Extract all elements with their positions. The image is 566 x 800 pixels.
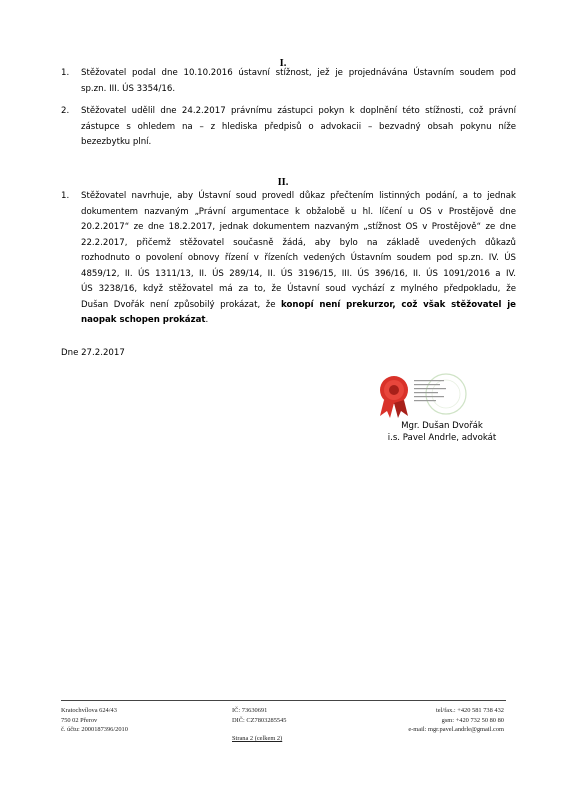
paragraph-line: 4859/12, II. ÚS 1311/13, II. ÚS 289/14, II. ÚS 3196/15, III. ÚS 396/16, II. ÚS 1091/2016 a IV.: [81, 268, 516, 279]
paragraph-line: Stěžovatel udělil dne 24.2.2017 právnímu zástupci pokyn k doplnění této stížnosti, což právní: [81, 106, 516, 116]
stamp-seal-image: [372, 370, 472, 410]
item-number: 1.: [61, 68, 70, 78]
footer-account: č. účtu: 2000187396/2010: [61, 726, 128, 733]
paragraph-line: rozhodnuto o povolení obnovy řízení v řízeních vedených Ústavním soudem pod sp.zn. IV. ÚS: [81, 253, 516, 263]
paragraph-line: 20.2.2017“ ze dne 18.2.2017, jednak dokumentem nazvaným „stížnost OS v Prostějově“ ze dne: [81, 222, 516, 232]
bold-phrase: naopak schopen prokázat: [81, 315, 206, 325]
line-text: Dušan Dvořák není způsobilý prokázat, že: [81, 299, 276, 310]
paragraph-line-mixed: [81, 298, 516, 314]
paragraph-line: zástupce s ohledem na – z hlediska předpisů o advokacii – bezvadný obsah pokynu níže: [81, 121, 516, 132]
page-number: Strana 2 (celkem 2): [232, 735, 283, 742]
footer-gsm: gsm: +420 732 50 80 80: [441, 716, 504, 724]
footer-dic: DIČ: CZ7803285545: [232, 716, 287, 724]
footer-ids: [232, 706, 287, 744]
item-number: 2.: [61, 106, 70, 116]
signature-block: [382, 420, 502, 444]
bold-phrase: konopí není prekurzor, což však stěžovatel je: [281, 299, 516, 310]
paragraph-line: ÚS 3238/16, když stěžovatel má za to, že Ústavní soud vychází z mylného předpokladu, že: [81, 284, 516, 294]
footer-divider: [61, 700, 506, 701]
footer-contacts: [408, 706, 504, 735]
paragraph-line-last: [81, 313, 516, 329]
seal-icon: [372, 370, 472, 426]
paragraph-line: 22.2.2017, přičemž stěžovatel současně žádá, aby bylo na základě uvedených důkazů: [81, 237, 516, 248]
footer-street: Kratochvílova 624/43: [61, 707, 117, 714]
section-2-heading: II.: [277, 177, 289, 188]
footer-email: e-mail: mgr.pavel.andrle@gmail.com: [408, 726, 504, 733]
section-1-heading: I.: [279, 58, 287, 69]
footer-phone: tel/fax.: +420 581 738 432: [435, 707, 504, 714]
footer-ico: IČ: 73630691: [232, 707, 268, 714]
signer-subtitle: i.s. Pavel Andrle, advokát: [387, 433, 497, 443]
paragraph-line: sp.zn. III. ÚS 3354/16.: [81, 83, 176, 94]
document-date: Dne 27.2.2017: [61, 348, 125, 358]
paragraph-line: Stěžovatel navrhuje, aby Ústavní soud provedl důkaz přečtením listinných podání, a to jednak: [81, 191, 516, 201]
signer-name: Mgr. Dušan Dvořák: [401, 421, 483, 431]
item-number: 1.: [61, 191, 70, 201]
line-end: .: [205, 315, 209, 325]
paragraph-line: bezezbytku plní.: [81, 137, 152, 147]
footer-city: 750 02 Přerov: [61, 716, 98, 724]
paragraph-line: Stěžovatel podal dne 10.10.2016 ústavní stížnost, jež je projednávána Ústavním soudem pod: [81, 68, 516, 78]
footer-address: [61, 706, 128, 735]
paragraph-line: dokumentem nazvaným „Právní argumentace k obžalobě u hl. líčení u OS v Prostějově dne: [81, 206, 516, 217]
